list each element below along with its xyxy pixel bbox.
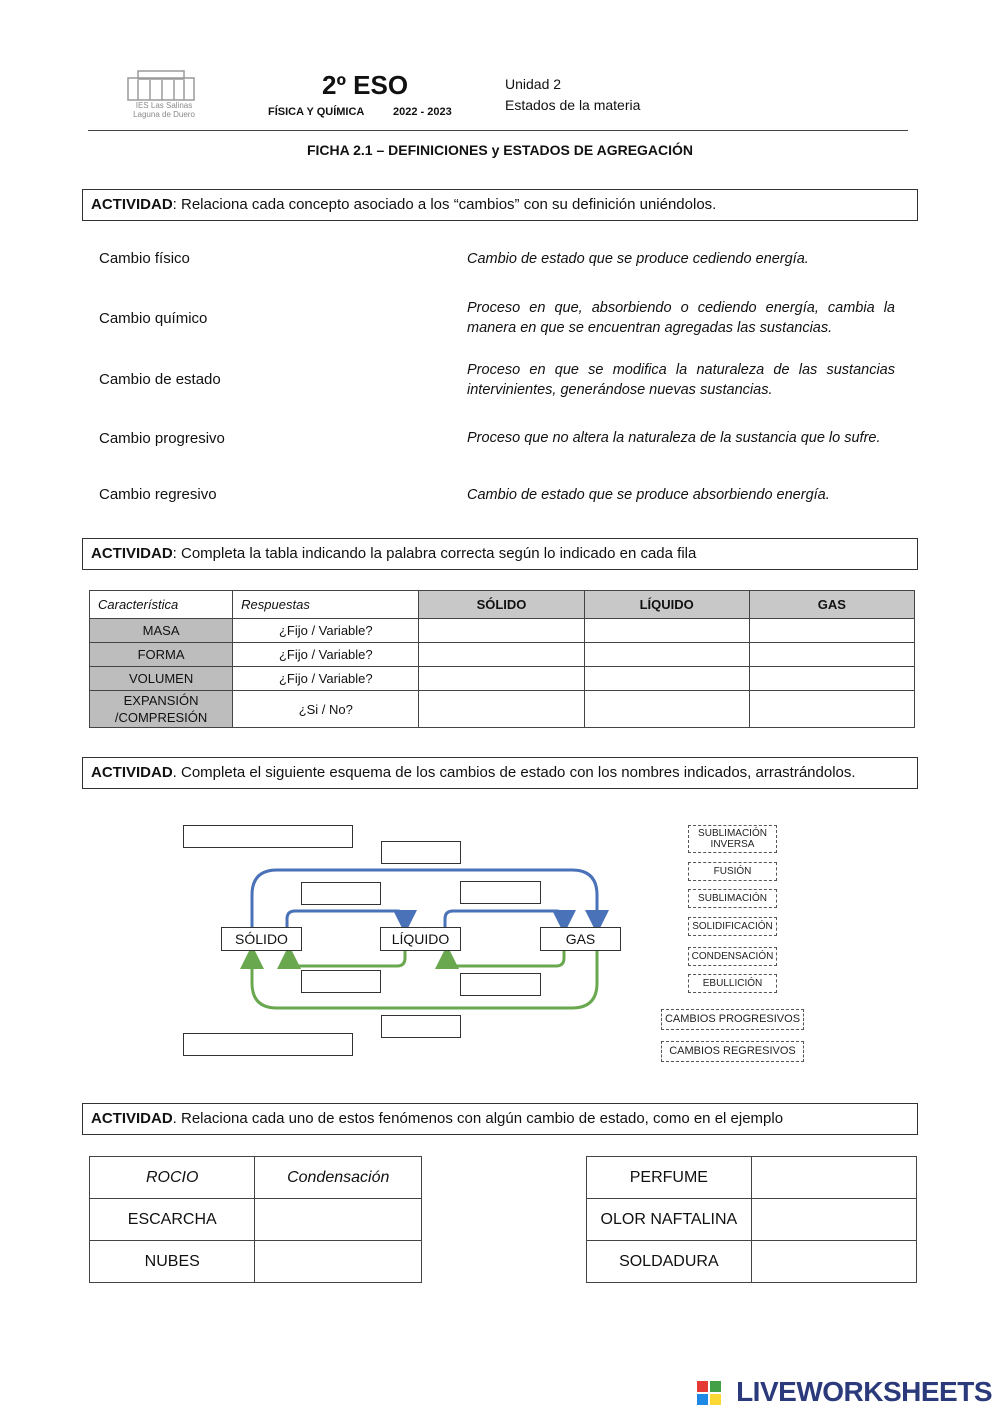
definition-item[interactable]: Cambio de estado que se produce cediendo energía. [467,251,809,267]
concept-item[interactable]: Cambio físico [99,250,190,267]
school-year: 2022 - 2023 [393,106,452,118]
drop-box[interactable] [183,1033,353,1056]
table-row [90,643,915,667]
answer-cell[interactable] [419,667,584,691]
unit-label: Unidad 2 [505,76,562,92]
subject-label: FÍSICA Y QUÍMICA [268,106,365,118]
unit-title: Estados de la materia [505,97,641,113]
header-cell: SÓLIDO [419,591,584,619]
arrow-solidification [289,951,405,966]
drop-box[interactable] [183,825,353,848]
activity-1-instruction [82,189,918,221]
state-solid: SÓLIDO [221,927,302,951]
chip-reverse-sublimation[interactable]: SUBLIMACIÓN INVERSA [688,825,777,853]
drop-box[interactable] [460,973,541,996]
answer-cell[interactable] [419,691,584,728]
drop-box[interactable] [460,881,541,904]
arrow-condensation [447,951,564,966]
activity-3-instruction [82,757,918,789]
state-liquid: LÍQUIDO [380,927,461,951]
header-divider [88,130,908,131]
table-row [90,619,915,643]
answer-cell[interactable] [749,691,914,728]
chip-regressive-changes[interactable]: CAMBIOS REGRESIVOS [661,1041,804,1062]
activity-label: ACTIVIDAD [91,764,173,781]
concept-item[interactable]: Cambio de estado [99,371,221,388]
table-row [90,667,915,691]
answer-cell: Condensación [255,1157,422,1199]
definition-item[interactable]: Cambio de estado que se produce absorbiendo energía. [467,487,830,503]
chip-solidification[interactable]: SOLIDIFICACIÓN [688,917,777,936]
logo-line-1: IES Las Salinas [135,101,193,110]
drop-box[interactable] [301,970,381,993]
grade-title: 2º ESO [322,70,409,100]
activity-text: : Completa la tabla indicando la palabra correcta según lo indicado en cada fila [172,545,697,562]
answer-cell[interactable] [584,667,749,691]
answer-cell[interactable] [749,619,914,643]
row-label: VOLUMEN [90,667,233,691]
states-properties-table [89,590,915,728]
table-row [587,1157,917,1199]
answer-cell[interactable] [751,1241,916,1283]
liveworksheets-logo-icon [697,1381,721,1405]
phenomena-table-right [586,1156,917,1283]
logo-line-2: Laguna de Duero [133,110,195,119]
table-row [587,1199,917,1241]
chip-sublimation[interactable]: SUBLIMACIÓN [688,889,777,908]
chip-progressive-changes[interactable]: CAMBIOS PROGRESIVOS [661,1009,804,1030]
row-label: MASA [90,619,233,643]
table-row [90,1157,422,1199]
activity-label: ACTIVIDAD [91,545,173,562]
header-cell: Respuestas [233,591,419,619]
answer-cell[interactable] [749,643,914,667]
answer-cell[interactable] [751,1199,916,1241]
answer-cell[interactable] [751,1157,916,1199]
activity-text: . Relaciona cada uno de estos fenómenos con algún cambio de estado, como en el ejemplo [172,1110,784,1127]
answer-cell[interactable] [255,1241,422,1283]
header-cell: GAS [749,591,914,619]
phenomena-table-left [89,1156,422,1283]
table-row [90,691,915,728]
concept-item[interactable]: Cambio progresivo [99,430,225,447]
answer-cell[interactable] [419,643,584,667]
table-row [90,1199,422,1241]
header-cell: LÍQUIDO [584,591,749,619]
drop-box[interactable] [381,841,461,864]
concept-item[interactable]: Cambio químico [99,310,208,327]
chip-condensation[interactable]: CONDENSACIÓN [688,947,777,966]
phenomenon-cell: SOLDADURA [587,1241,752,1283]
answer-cell[interactable] [255,1199,422,1241]
answer-cell[interactable] [584,643,749,667]
definition-item[interactable]: Proceso en que, absorbiendo o cediendo energía, cambia la manera en que se encuentran agregadas las sustancias. [467,300,895,336]
state-gas: GAS [540,927,621,951]
sheet-title: FICHA 2.1 – DEFINICIONES y ESTADOS DE AGREGACIÓN [306,142,694,158]
row-options: ¿Si / No? [233,691,419,728]
arrow-fusion [287,911,405,928]
activity-text: . Completa el siguiente esquema de los cambios de estado con los nombres indicados, arrastrándolos. [172,764,856,781]
row-options: ¿Fijo / Variable? [233,619,419,643]
table-row [587,1241,917,1283]
activity-4-instruction [82,1103,918,1135]
header-cell: Característica [90,591,233,619]
chip-fusion[interactable]: FUSIÓN [688,862,777,881]
phenomenon-cell: ROCIO [90,1157,255,1199]
concept-item[interactable]: Cambio regresivo [99,486,217,503]
activity-text: : Relaciona cada concepto asociado a los “cambios” con su definición uniéndolos. [172,196,717,213]
row-label: EXPANSIÓN /COMPRESIÓN [90,691,233,728]
answer-cell[interactable] [749,667,914,691]
row-label: FORMA [90,643,233,667]
school-logo-text [124,101,204,119]
phenomenon-cell: PERFUME [587,1157,752,1199]
table-row [90,1241,422,1283]
activity-label: ACTIVIDAD [91,196,173,213]
table-header-row [90,591,915,619]
row-options: ¿Fijo / Variable? [233,667,419,691]
arrow-ebullition [445,911,564,928]
liveworksheets-brand[interactable]: LIVEWORKSHEETS [736,1376,992,1407]
answer-cell[interactable] [584,691,749,728]
phenomenon-cell: ESCARCHA [90,1199,255,1241]
activity-2-instruction [82,538,918,570]
drop-box[interactable] [301,882,381,905]
definition-item[interactable]: Proceso en que se modifica la naturaleza de las sustancias intervinientes, generándose nuevas sustancias. [467,362,895,398]
phenomenon-cell: NUBES [90,1241,255,1283]
answer-cell[interactable] [584,619,749,643]
answer-cell[interactable] [419,619,584,643]
row-options: ¿Fijo / Variable? [233,643,419,667]
chip-ebullition[interactable]: EBULLICIÓN [688,974,777,993]
activity-label: ACTIVIDAD [91,1110,173,1127]
drop-box[interactable] [381,1015,461,1038]
phenomenon-cell: OLOR NAFTALINA [587,1199,752,1241]
definition-item[interactable]: Proceso que no altera la naturaleza de la sustancia que lo sufre. [467,430,881,446]
